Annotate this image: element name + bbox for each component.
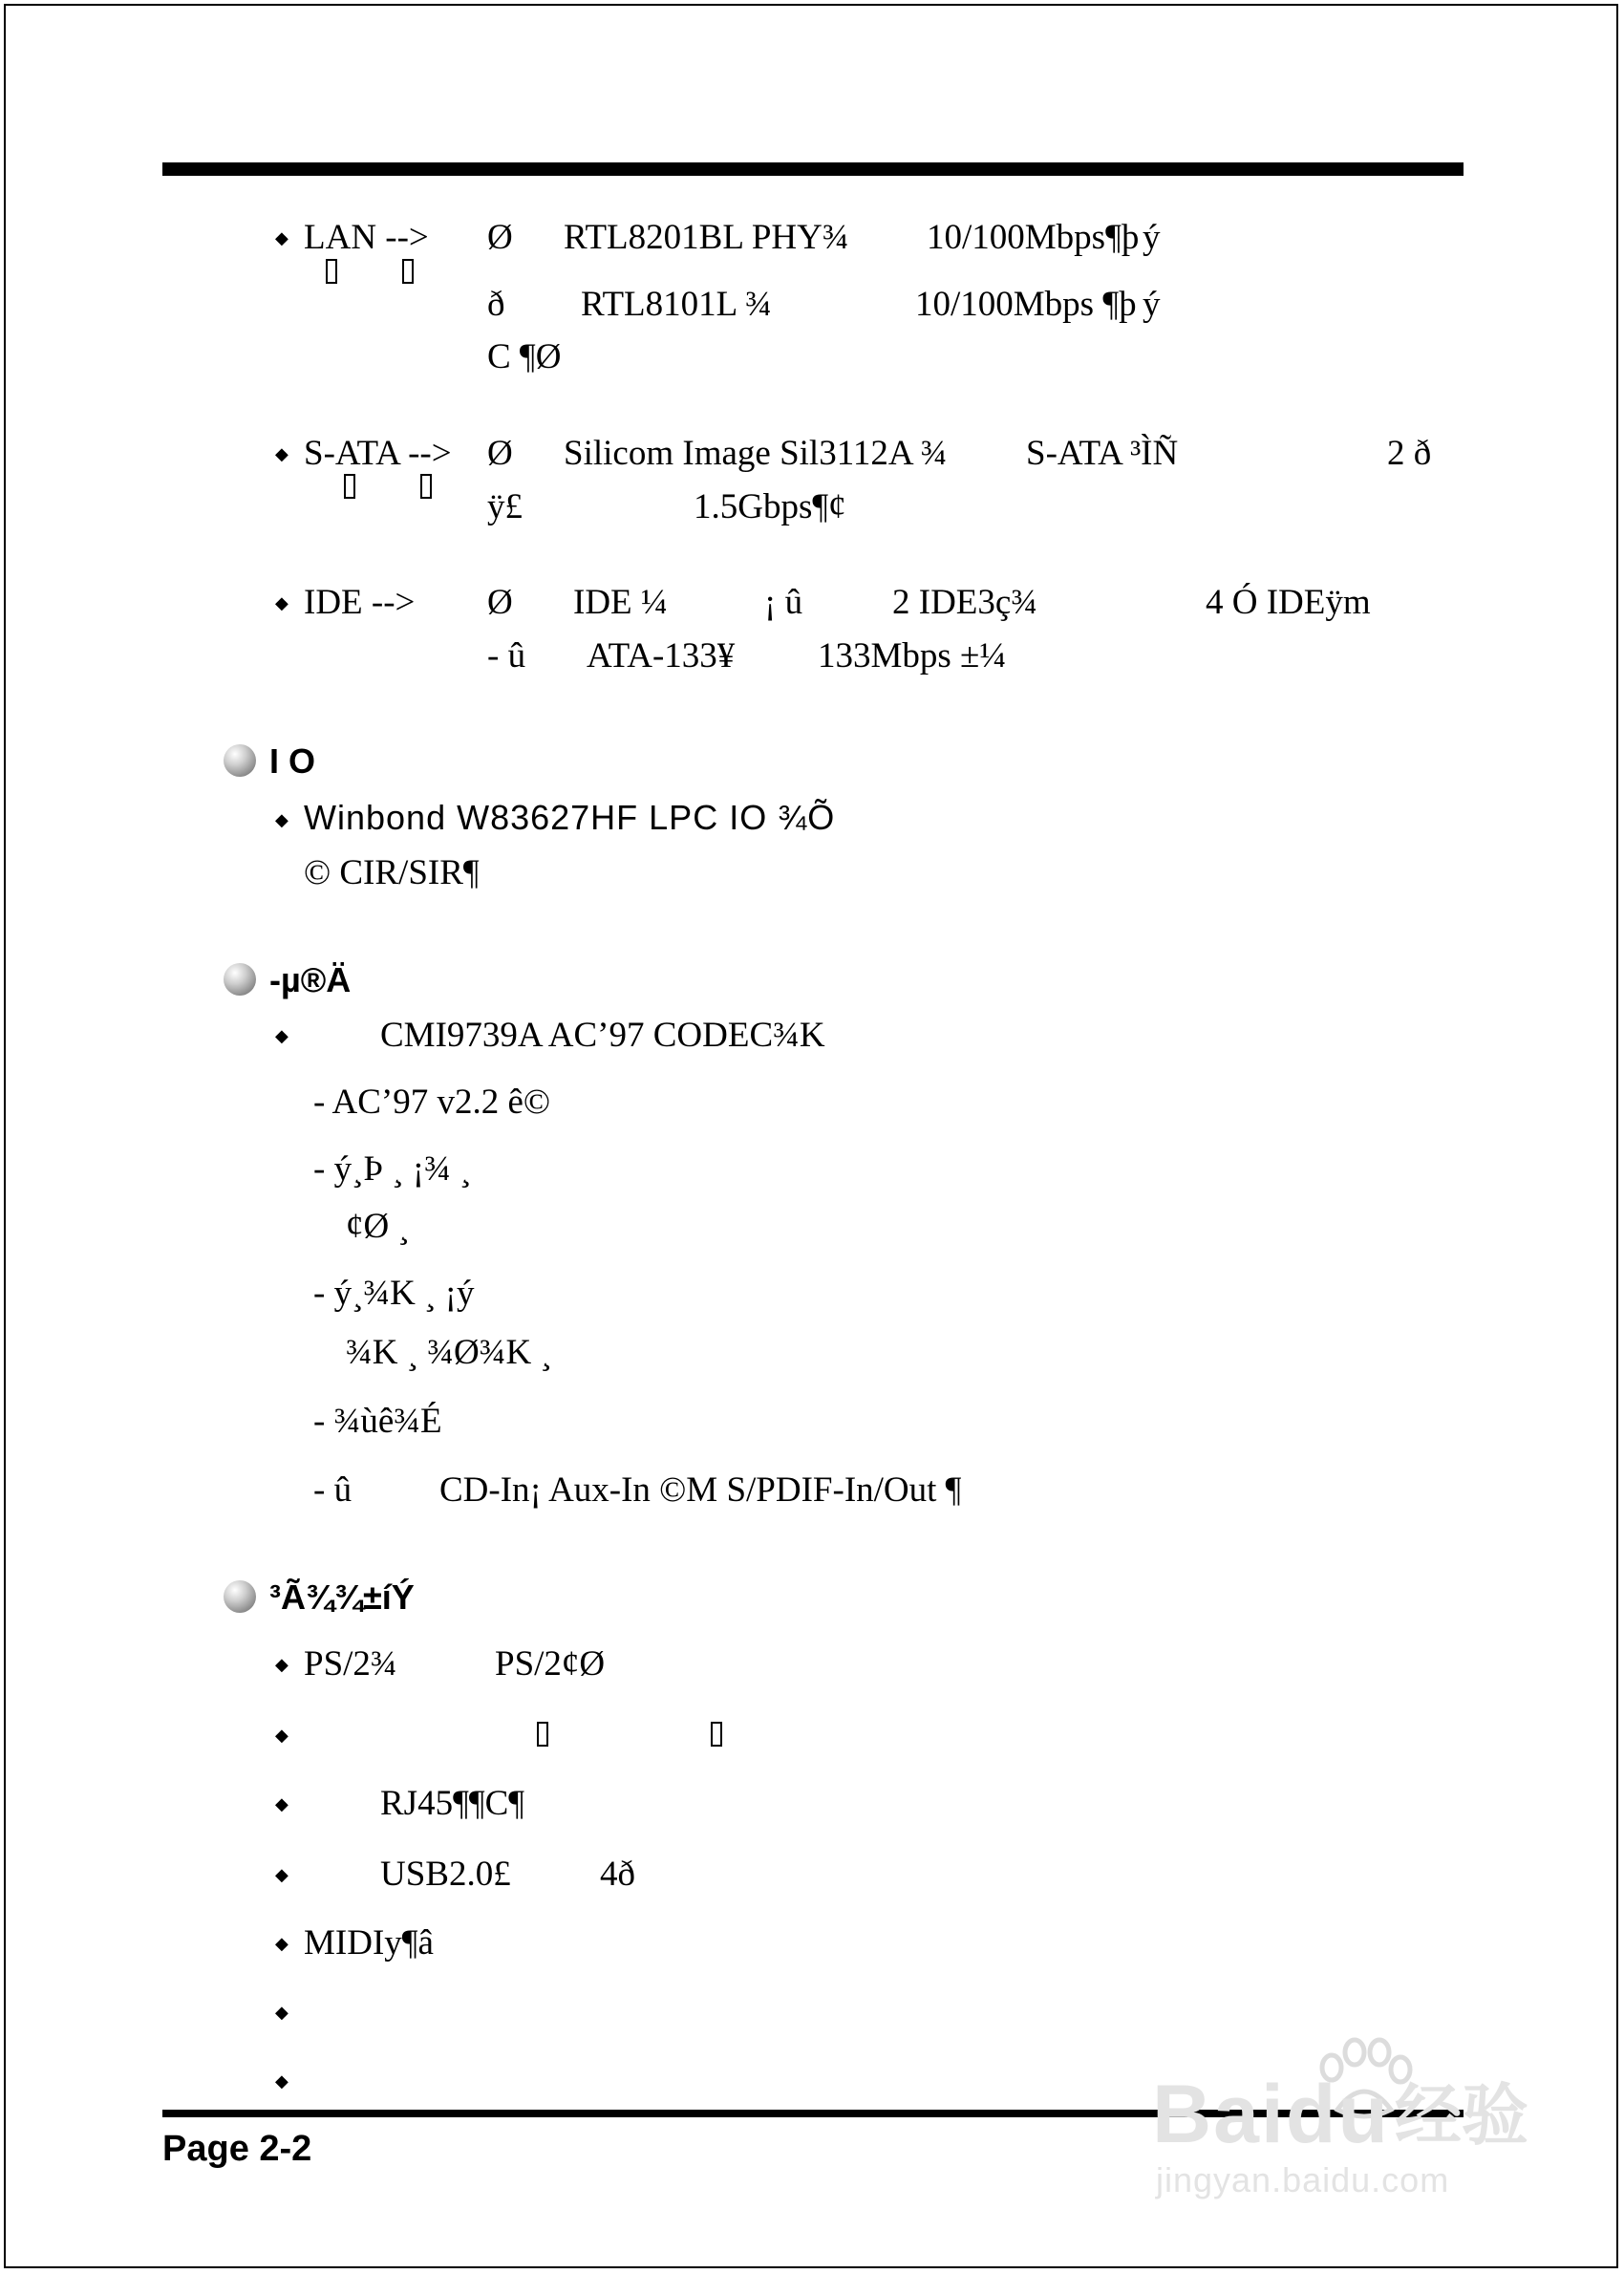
placeholder-box <box>420 474 432 504</box>
lan-line2-c: 10/100Mbps ¶þ <box>915 285 1137 324</box>
placeholder-box <box>402 259 414 289</box>
backpanel-item-ps2-b: PS/2¢Ø <box>495 1644 606 1684</box>
section-bullet <box>224 1580 256 1613</box>
diamond-bullet: ◆ <box>275 2003 288 2022</box>
placeholder-box <box>344 474 355 504</box>
diamond-bullet: ◆ <box>275 593 288 612</box>
backpanel-item-ps2-a: PS/2¾ <box>304 1644 397 1684</box>
placeholder-box <box>711 1722 722 1751</box>
lan-line1-b: RTL8201BL PHY¾ <box>564 218 849 257</box>
ide-line1-e: 4 Ó IDEÿm <box>1206 583 1371 622</box>
ide-label: IDE --> <box>304 583 416 622</box>
lan-label: LAN --> <box>304 218 429 257</box>
audio-sub-1: - AC’97 v2.2 ê© <box>313 1083 551 1122</box>
diamond-bullet: ◆ <box>275 444 288 463</box>
diamond-bullet: ◆ <box>275 1655 288 1674</box>
backpanel-item-midi: MIDIy¶â <box>304 1923 434 1963</box>
page-number: Page 2-2 <box>162 2129 312 2169</box>
audio-item-1: CMI9739A AC’97 CODEC¾K <box>380 1016 825 1055</box>
lan-line3: C ¶Ø <box>487 337 562 376</box>
io-item-1: Winbond W83627HF LPC IO ¾Õ <box>304 798 836 837</box>
backpanel-item-rj45: RJ45¶¶C¶ <box>380 1784 525 1823</box>
diamond-bullet: ◆ <box>275 1026 288 1045</box>
io-heading: I O <box>269 741 316 781</box>
audio-sub-3-cont: ¾K ¸ ¾Ø¾K ¸ <box>346 1333 552 1372</box>
diamond-bullet: ◆ <box>275 1934 288 1953</box>
lan-line1-a: Ø <box>487 218 513 257</box>
sata-line1-c: S-ATA ³ÌÑ <box>1026 434 1179 473</box>
sata-line2-b: 1.5Gbps¶¢ <box>694 487 846 526</box>
page-border <box>4 4 1618 2268</box>
lan-line2-d: ý <box>1143 285 1161 324</box>
ide-line1-b: IDE ¼ <box>573 583 668 622</box>
backpanel-heading: ³Ã¾¾±íÝ <box>269 1577 415 1617</box>
ide-line1-c: ¡ û <box>764 583 803 622</box>
placeholder-box <box>326 259 337 289</box>
section-bullet <box>224 963 256 996</box>
diamond-bullet: ◆ <box>275 1726 288 1745</box>
watermark-cn: 经验 <box>1395 2078 1528 2153</box>
audio-sub-5: - û <box>313 1470 353 1510</box>
sata-label: S-ATA --> <box>304 434 452 473</box>
ide-line1-d: 2 IDE3ç¾ <box>892 583 1038 622</box>
lan-line1-c: 10/100Mbps¶þ <box>927 218 1140 257</box>
diamond-bullet: ◆ <box>275 1865 288 1884</box>
io-item-2: © CIR/SIR¶ <box>304 853 480 892</box>
lan-line2-a: ð <box>487 285 505 324</box>
diamond-bullet: ◆ <box>275 1794 288 1813</box>
backpanel-item-usb-count: 4ð <box>600 1855 635 1894</box>
audio-sub-2-cont: ¢Ø ¸ <box>346 1207 410 1246</box>
lan-line2-b: RTL8101L ¾ <box>581 285 772 324</box>
sata-line1-a: Ø <box>487 434 513 473</box>
top-rule <box>162 162 1464 176</box>
watermark-brand: Baidu <box>1152 2069 1390 2160</box>
sata-line1-d: 2 ð <box>1387 434 1432 473</box>
audio-sub-3: - ý¸¾K ¸ ¡ý <box>313 1274 475 1313</box>
watermark-url: jingyan.baidu.com <box>1156 2160 1450 2199</box>
sata-line1-b: Silicom Image Sil3112A ¾ <box>564 434 948 473</box>
audio-sub-4: - ¾ùê¾É <box>313 1402 442 1441</box>
lan-line1-d: ý <box>1143 218 1161 257</box>
audio-sub-2: - ý¸Þ ¸ ¡¾ ¸ <box>313 1149 472 1189</box>
ide-line2-b: ATA-133¥ <box>587 636 736 676</box>
audio-heading: -µ®Ä <box>269 960 352 999</box>
section-bullet <box>224 744 256 777</box>
ide-line2-a: - û <box>487 636 526 676</box>
ide-line2-c: 133Mbps ±¼ <box>818 636 1007 676</box>
diamond-bullet: ◆ <box>275 810 288 829</box>
sata-line2-a: ÿ£ <box>487 487 523 526</box>
placeholder-box <box>537 1722 548 1751</box>
diamond-bullet: ◆ <box>275 228 288 247</box>
diamond-bullet: ◆ <box>275 2071 288 2091</box>
audio-sub-5-detail: CD-In¡ Aux-In ©M S/PDIF-In/Out ¶ <box>439 1470 962 1510</box>
backpanel-item-usb: USB2.0£ <box>380 1855 511 1894</box>
ide-line1-a: Ø <box>487 583 513 622</box>
